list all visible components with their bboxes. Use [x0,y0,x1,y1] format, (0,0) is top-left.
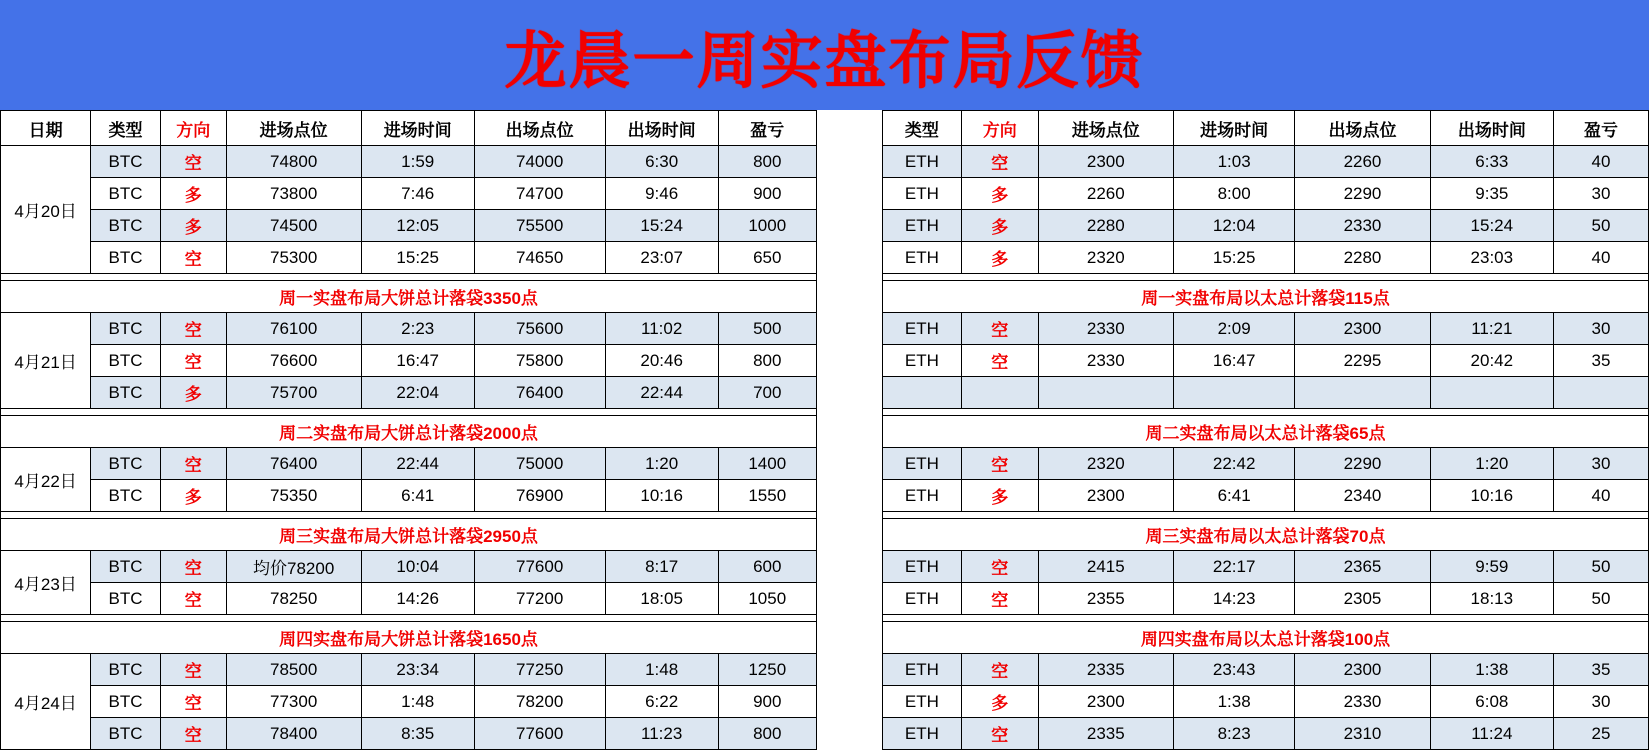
cell-entry-time: 8:23 [1174,718,1295,750]
cell-exit-price: 2260 [1295,146,1430,178]
cell-pl: 1250 [718,654,816,686]
table-row [1,345,817,377]
cell-direction: 多 [160,480,226,512]
cell-type: BTC [91,210,161,242]
cell-exit-time: 11:24 [1430,718,1553,750]
separator-cell [883,274,1649,281]
cell-direction: 空 [160,654,226,686]
table-gap [817,110,882,752]
cell-exit-time: 18:05 [605,583,718,615]
cell-type: ETH [883,178,962,210]
cell-pl: 50 [1553,583,1648,615]
cell-exit-time: 1:48 [605,654,718,686]
cell-entry-time: 12:04 [1174,210,1295,242]
cell-exit-price: 76400 [474,377,605,409]
cell-direction: 空 [160,313,226,345]
table-row [883,551,1649,583]
cell-type: ETH [883,146,962,178]
cell-entry-price: 78250 [226,583,361,615]
cell-direction: 空 [961,583,1038,615]
cell-entry-price: 76400 [226,448,361,480]
cell-exit-time [1430,377,1553,409]
cell-entry-time: 16:47 [361,345,474,377]
cell-direction: 多 [961,178,1038,210]
cell-entry-time: 6:41 [1174,480,1295,512]
cell-exit-price: 74650 [474,242,605,274]
cell-entry-price: 2330 [1038,345,1173,377]
group-separator [883,615,1649,622]
cell-exit-time: 9:46 [605,178,718,210]
eth-table-body [883,146,1649,750]
cell-exit-time: 9:35 [1430,178,1553,210]
separator-cell [1,615,817,622]
cell-type: BTC [91,686,161,718]
cell-exit-time: 1:38 [1430,654,1553,686]
cell-exit-price: 74700 [474,178,605,210]
summary-row [883,416,1649,448]
header-exit-time: 出场时间 [605,111,718,146]
cell-entry-price: 2330 [1038,313,1173,345]
cell-direction: 多 [160,210,226,242]
cell-type: ETH [883,480,962,512]
cell-direction: 空 [961,654,1038,686]
cell-exit-time: 11:02 [605,313,718,345]
table-row [883,448,1649,480]
cell-direction: 空 [961,551,1038,583]
table-row [1,146,817,178]
cell-entry-price: 78400 [226,718,361,750]
cell-entry-time: 22:17 [1174,551,1295,583]
row-date: 4月22日 [1,448,91,512]
table-row [1,448,817,480]
cell-direction: 空 [160,583,226,615]
cell-exit-price: 2365 [1295,551,1430,583]
cell-entry-price: 2300 [1038,480,1173,512]
table-row [1,313,817,345]
cell-exit-price: 77250 [474,654,605,686]
cell-direction: 空 [160,718,226,750]
cell-exit-price: 2330 [1295,686,1430,718]
header-exit-time: 出场时间 [1430,111,1553,146]
summary-row [1,622,817,654]
cell-entry-time: 15:25 [1174,242,1295,274]
group-separator [1,274,817,281]
cell-entry-time: 22:44 [361,448,474,480]
separator-cell [883,615,1649,622]
cell-type: ETH [883,718,962,750]
cell-direction: 空 [961,718,1038,750]
cell-entry-time: 10:04 [361,551,474,583]
cell-entry-price: 2300 [1038,146,1173,178]
cell-type: BTC [91,242,161,274]
header-entry-price: 进场点位 [1038,111,1173,146]
table-row [883,313,1649,345]
cell-direction: 多 [961,480,1038,512]
cell-pl: 900 [718,178,816,210]
cell-entry-price: 77300 [226,686,361,718]
cell-direction: 空 [961,313,1038,345]
cell-exit-price: 75600 [474,313,605,345]
cell-direction: 多 [961,686,1038,718]
right-table-wrapper [882,110,1649,752]
cell-entry-price: 2335 [1038,718,1173,750]
cell-pl: 800 [718,345,816,377]
cell-entry-price: 2320 [1038,448,1173,480]
table-row [883,210,1649,242]
cell-exit-price: 2290 [1295,178,1430,210]
cell-direction: 空 [160,686,226,718]
cell-exit-price: 75000 [474,448,605,480]
eth-table [882,110,1649,750]
cell-entry-time: 23:34 [361,654,474,686]
cell-exit-price: 2300 [1295,654,1430,686]
tables-container [0,110,1649,752]
cell-exit-time: 18:13 [1430,583,1553,615]
cell-entry-price: 75700 [226,377,361,409]
group-summary: 周三实盘布局以太总计落袋70点 [883,519,1649,551]
cell-entry-price [1038,377,1173,409]
row-date: 4月21日 [1,313,91,409]
header-type: 类型 [91,111,161,146]
cell-entry-price: 73800 [226,178,361,210]
cell-exit-price: 2330 [1295,210,1430,242]
cell-pl: 1400 [718,448,816,480]
group-summary: 周三实盘布局大饼总计落袋2950点 [1,519,817,551]
cell-pl [1553,377,1648,409]
cell-exit-time: 10:16 [605,480,718,512]
table-row [1,377,817,409]
cell-exit-price: 77600 [474,551,605,583]
header-direction: 方向 [961,111,1038,146]
cell-exit-price: 74000 [474,146,605,178]
summary-row [1,281,817,313]
table-row [883,242,1649,274]
cell-type: ETH [883,345,962,377]
cell-direction: 空 [160,242,226,274]
cell-pl: 1000 [718,210,816,242]
cell-type: ETH [883,210,962,242]
eth-table-header [883,111,1649,146]
group-summary: 周四实盘布局以太总计落袋100点 [883,622,1649,654]
cell-type: BTC [91,178,161,210]
table-row [883,718,1649,750]
cell-exit-price: 75500 [474,210,605,242]
cell-exit-time: 6:30 [605,146,718,178]
cell-pl: 30 [1553,448,1648,480]
cell-entry-price: 78500 [226,654,361,686]
cell-pl: 600 [718,551,816,583]
cell-entry-price: 均价78200 [226,551,361,583]
cell-entry-time: 22:42 [1174,448,1295,480]
cell-pl: 30 [1553,178,1648,210]
cell-type: ETH [883,654,962,686]
cell-entry-price: 74800 [226,146,361,178]
cell-exit-time: 15:24 [1430,210,1553,242]
cell-entry-time: 6:41 [361,480,474,512]
cell-direction: 多 [160,178,226,210]
cell-entry-time: 23:43 [1174,654,1295,686]
cell-direction: 多 [961,242,1038,274]
cell-pl: 40 [1553,480,1648,512]
table-row [1,583,817,615]
summary-row [883,281,1649,313]
cell-entry-price: 76600 [226,345,361,377]
header-pl: 盈亏 [718,111,816,146]
summary-row [883,519,1649,551]
cell-pl: 1550 [718,480,816,512]
cell-exit-price: 75800 [474,345,605,377]
header-date: 日期 [1,111,91,146]
table-row [883,686,1649,718]
summary-row [1,416,817,448]
cell-pl: 50 [1553,210,1648,242]
cell-exit-time: 20:46 [605,345,718,377]
cell-entry-time: 2:09 [1174,313,1295,345]
cell-direction: 空 [160,551,226,583]
table-row [1,654,817,686]
cell-exit-time: 10:16 [1430,480,1553,512]
cell-type: BTC [91,345,161,377]
cell-exit-price: 76900 [474,480,605,512]
cell-entry-time: 7:46 [361,178,474,210]
group-separator [883,409,1649,416]
cell-direction: 空 [961,345,1038,377]
table-row [883,345,1649,377]
cell-exit-time: 9:59 [1430,551,1553,583]
btc-table [0,110,817,750]
cell-pl: 500 [718,313,816,345]
cell-pl: 1050 [718,583,816,615]
cell-type: BTC [91,313,161,345]
table-row [883,654,1649,686]
cell-exit-time: 6:22 [605,686,718,718]
group-summary: 周一实盘布局以太总计落袋115点 [883,281,1649,313]
cell-pl: 40 [1553,242,1648,274]
table-row [1,178,817,210]
cell-pl: 50 [1553,551,1648,583]
table-row [883,480,1649,512]
cell-entry-time: 1:48 [361,686,474,718]
header-row [883,111,1649,146]
cell-entry-price: 2335 [1038,654,1173,686]
cell-exit-price: 78200 [474,686,605,718]
header-type: 类型 [883,111,962,146]
cell-pl: 650 [718,242,816,274]
cell-entry-price: 75300 [226,242,361,274]
cell-exit-price [1295,377,1430,409]
cell-type: ETH [883,551,962,583]
table-row [1,551,817,583]
cell-exit-time: 1:20 [605,448,718,480]
cell-pl: 35 [1553,345,1648,377]
table-row [883,178,1649,210]
separator-cell [883,512,1649,519]
header-pl: 盈亏 [1553,111,1648,146]
cell-exit-time: 15:24 [605,210,718,242]
table-row [883,146,1649,178]
cell-entry-price: 76100 [226,313,361,345]
cell-type: BTC [91,583,161,615]
btc-table-header [1,111,817,146]
cell-entry-time: 12:05 [361,210,474,242]
cell-exit-time: 6:33 [1430,146,1553,178]
separator-cell [1,274,817,281]
table-row [1,718,817,750]
table-row [1,686,817,718]
cell-pl: 800 [718,718,816,750]
cell-exit-time: 22:44 [605,377,718,409]
cell-exit-price: 2290 [1295,448,1430,480]
cell-entry-price: 75350 [226,480,361,512]
cell-pl: 30 [1553,686,1648,718]
cell-exit-price: 2280 [1295,242,1430,274]
header-row [1,111,817,146]
cell-direction: 空 [961,448,1038,480]
cell-entry-time: 16:47 [1174,345,1295,377]
cell-direction: 多 [160,377,226,409]
cell-exit-time: 23:07 [605,242,718,274]
separator-cell [883,409,1649,416]
cell-entry-price: 2415 [1038,551,1173,583]
separator-cell [1,409,817,416]
btc-table-body [1,146,817,750]
cell-entry-price: 2320 [1038,242,1173,274]
cell-pl: 800 [718,146,816,178]
row-date: 4月20日 [1,146,91,274]
row-date: 4月24日 [1,654,91,750]
header-entry-price: 进场点位 [226,111,361,146]
cell-entry-time: 22:04 [361,377,474,409]
group-summary: 周四实盘布局大饼总计落袋1650点 [1,622,817,654]
cell-exit-price: 2340 [1295,480,1430,512]
cell-exit-time: 6:08 [1430,686,1553,718]
cell-direction: 空 [961,146,1038,178]
cell-entry-time: 15:25 [361,242,474,274]
cell-type: BTC [91,377,161,409]
cell-exit-time: 11:21 [1430,313,1553,345]
cell-entry-price: 2280 [1038,210,1173,242]
group-summary: 周二实盘布局大饼总计落袋2000点 [1,416,817,448]
cell-type: BTC [91,718,161,750]
cell-pl: 900 [718,686,816,718]
group-separator [1,512,817,519]
cell-type: ETH [883,686,962,718]
header-direction: 方向 [160,111,226,146]
cell-entry-price: 2355 [1038,583,1173,615]
cell-direction [961,377,1038,409]
header-exit-price: 出场点位 [1295,111,1430,146]
cell-entry-time [1174,377,1295,409]
group-separator [883,274,1649,281]
cell-exit-time: 23:03 [1430,242,1553,274]
table-row [1,480,817,512]
cell-entry-time: 1:38 [1174,686,1295,718]
cell-entry-time: 8:00 [1174,178,1295,210]
separator-cell [1,512,817,519]
group-summary: 周二实盘布局以太总计落袋65点 [883,416,1649,448]
cell-type: ETH [883,583,962,615]
cell-entry-time: 14:26 [361,583,474,615]
table-row [883,583,1649,615]
group-separator [1,409,817,416]
cell-entry-time: 2:23 [361,313,474,345]
cell-entry-time: 1:59 [361,146,474,178]
cell-type: BTC [91,448,161,480]
cell-exit-time: 8:17 [605,551,718,583]
cell-type: BTC [91,654,161,686]
cell-type: BTC [91,480,161,512]
group-separator [883,512,1649,519]
cell-pl: 35 [1553,654,1648,686]
cell-exit-time: 20:42 [1430,345,1553,377]
cell-entry-time: 14:23 [1174,583,1295,615]
summary-row [883,622,1649,654]
cell-pl: 30 [1553,313,1648,345]
cell-entry-price: 74500 [226,210,361,242]
cell-type: ETH [883,242,962,274]
cell-pl: 700 [718,377,816,409]
cell-exit-price: 77200 [474,583,605,615]
cell-exit-price: 2310 [1295,718,1430,750]
row-date: 4月23日 [1,551,91,615]
table-row [1,210,817,242]
header-entry-time: 进场时间 [361,111,474,146]
cell-type: BTC [91,146,161,178]
group-summary: 周一实盘布局大饼总计落袋3350点 [1,281,817,313]
left-table-wrapper [0,110,817,752]
summary-row [1,519,817,551]
cell-pl: 25 [1553,718,1648,750]
table-row [1,242,817,274]
cell-type: BTC [91,551,161,583]
cell-pl: 40 [1553,146,1648,178]
table-row [883,377,1649,409]
cell-exit-time: 11:23 [605,718,718,750]
cell-entry-price: 2260 [1038,178,1173,210]
header-entry-time: 进场时间 [1174,111,1295,146]
cell-direction: 空 [160,345,226,377]
group-separator [1,615,817,622]
cell-direction: 空 [160,448,226,480]
cell-direction: 空 [160,146,226,178]
cell-type: ETH [883,448,962,480]
cell-direction: 多 [961,210,1038,242]
cell-exit-price: 2305 [1295,583,1430,615]
cell-entry-time: 1:03 [1174,146,1295,178]
cell-exit-price: 77600 [474,718,605,750]
cell-exit-time: 1:20 [1430,448,1553,480]
cell-type: ETH [883,313,962,345]
cell-entry-time: 8:35 [361,718,474,750]
header-exit-price: 出场点位 [474,111,605,146]
cell-exit-price: 2295 [1295,345,1430,377]
cell-type [883,377,962,409]
cell-entry-price: 2300 [1038,686,1173,718]
cell-exit-price: 2300 [1295,313,1430,345]
page-title: 龙晨一周实盘布局反馈 [504,23,1145,97]
